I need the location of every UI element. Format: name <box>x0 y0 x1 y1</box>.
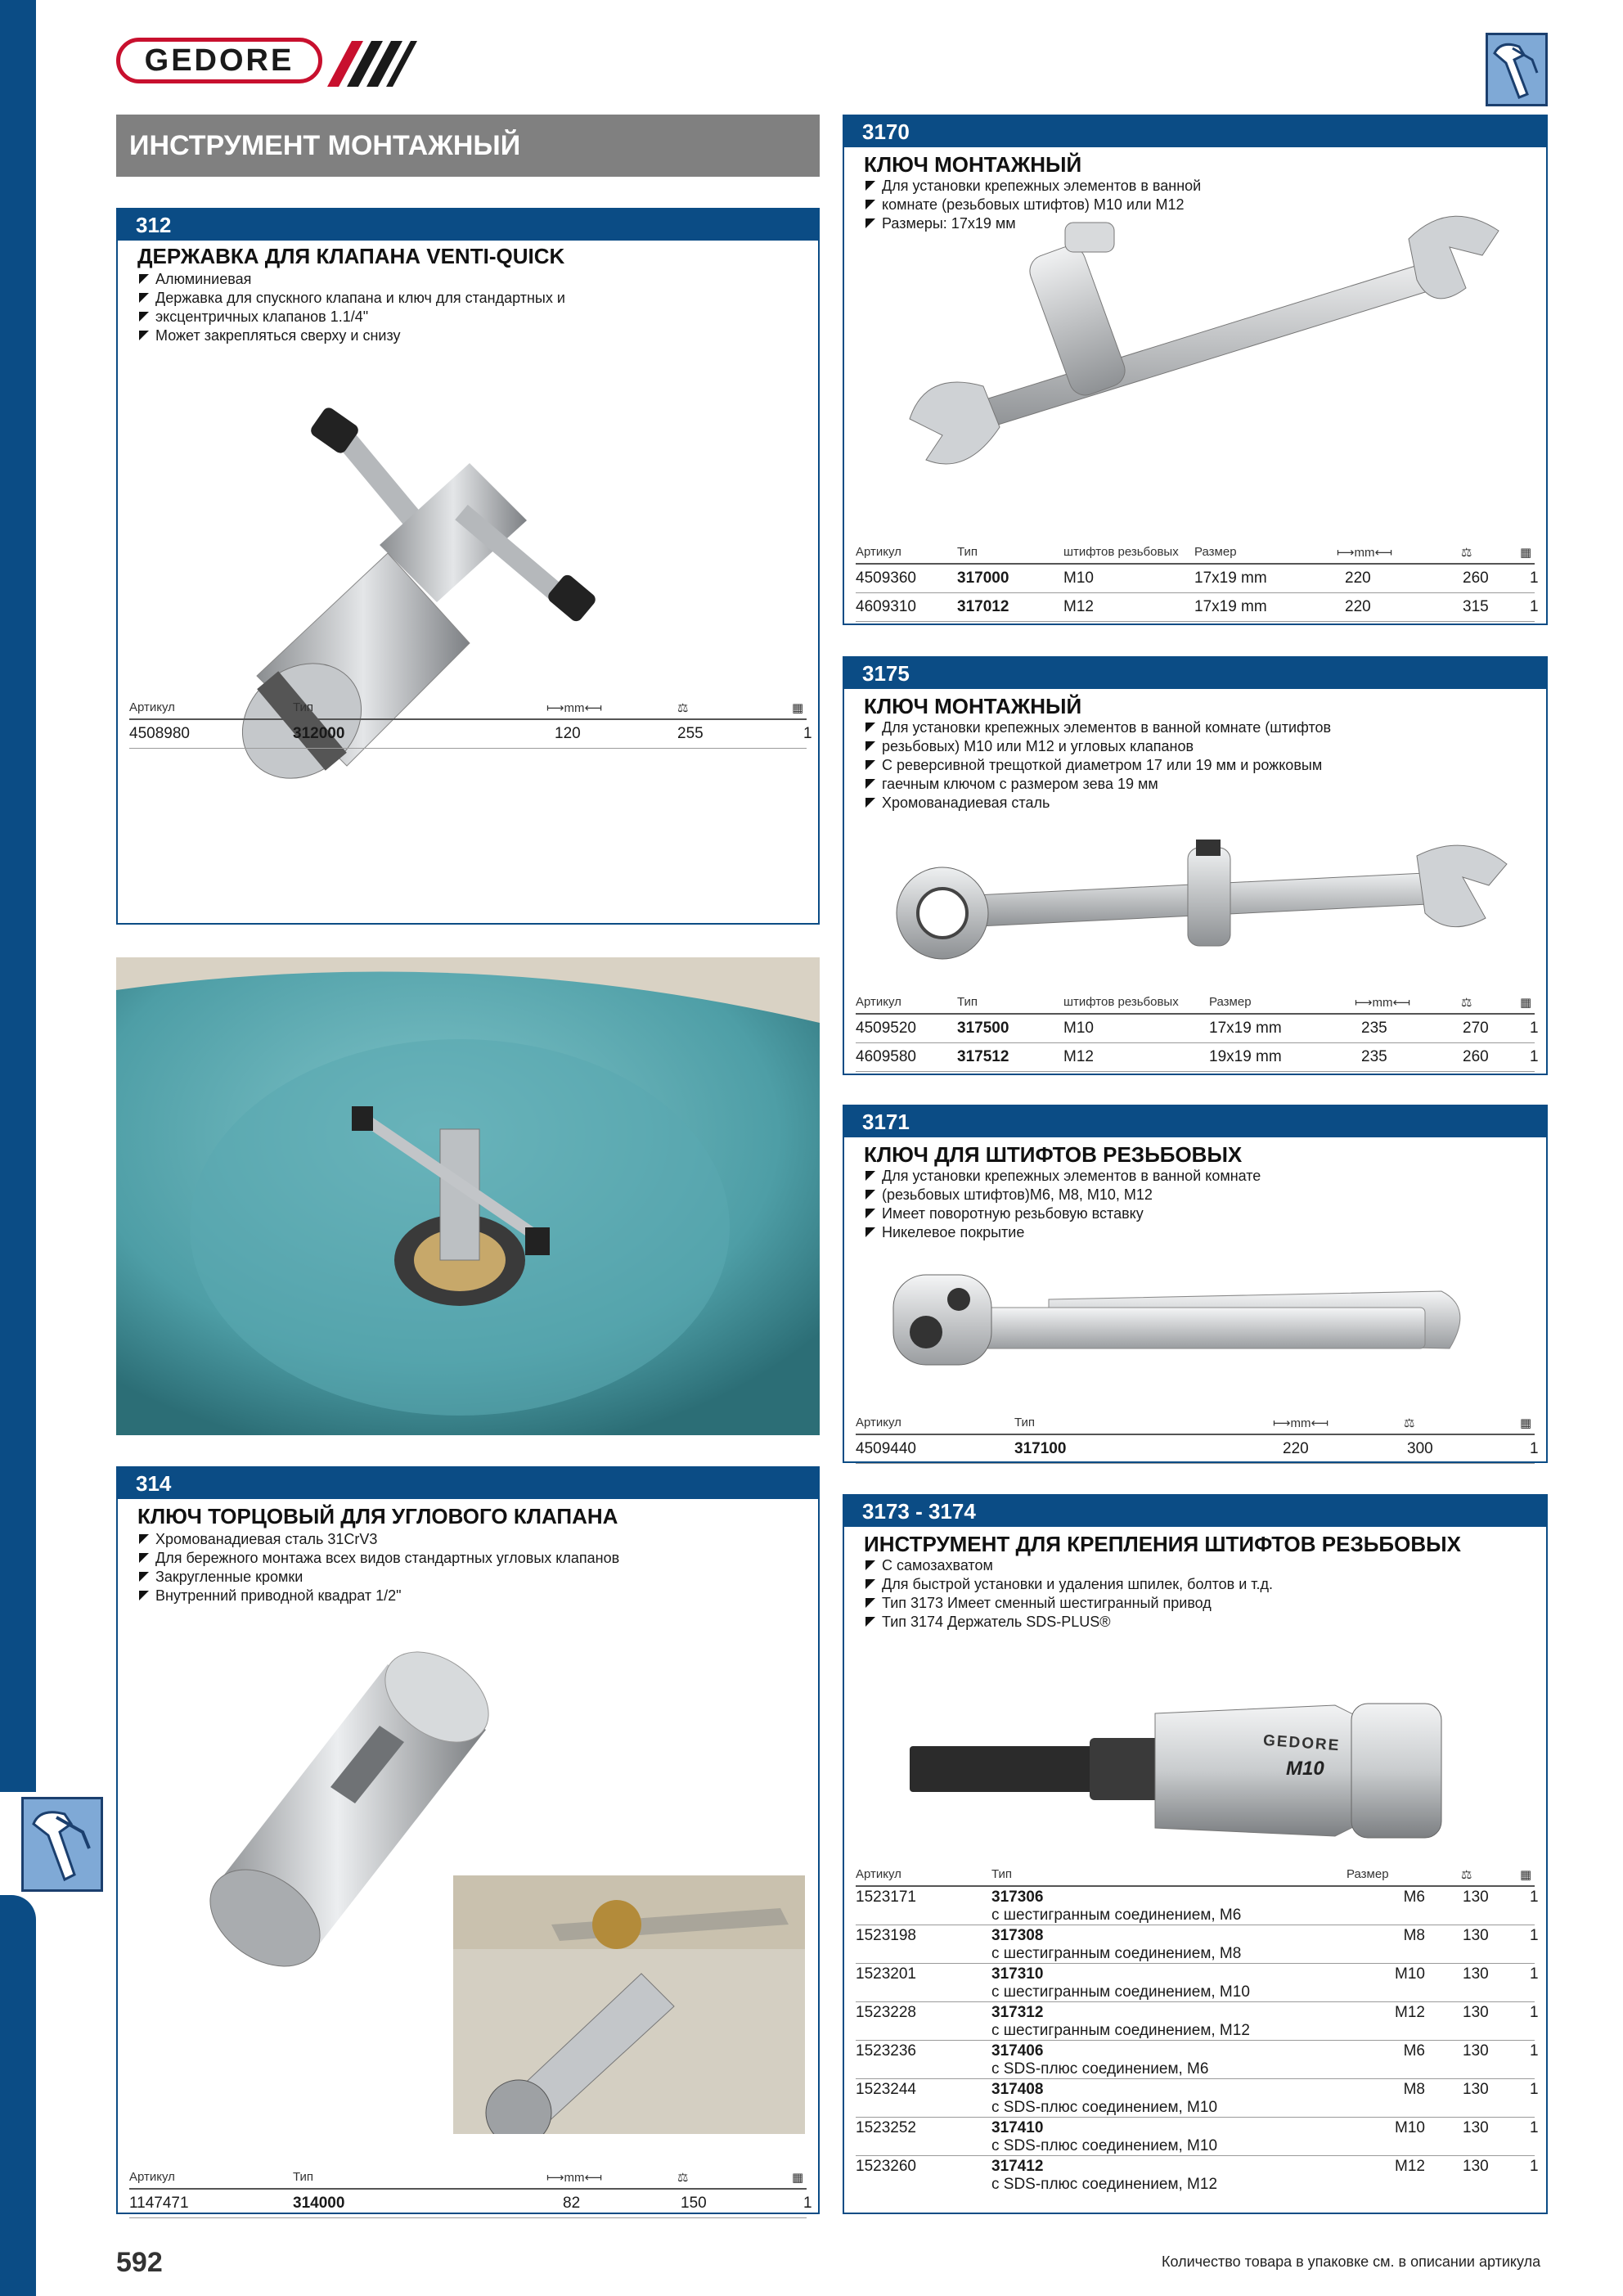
cell-description: с SDS-плюс соединением, M10 <box>991 2137 1218 2154</box>
cell-pack: 1 <box>803 2195 812 2212</box>
cell-thread: M12 <box>1063 1048 1094 1065</box>
product-title: КЛЮЧ МОНТАЖНЫЙ <box>864 694 1082 718</box>
cell-type: 312000 <box>293 725 345 742</box>
col-thread: штифтов резьбовых <box>1063 545 1179 559</box>
col-type: Тип <box>957 545 978 559</box>
product-table <box>856 545 1539 622</box>
feature-list <box>137 1530 619 1605</box>
product-title: КЛЮЧ ТОРЦОВЫЙ ДЛЯ УГЛОВОГО КЛАПАНА <box>137 1504 618 1528</box>
pack-icon: ▦ <box>1520 1416 1532 1430</box>
cell-length: 82 <box>563 2195 581 2212</box>
product-panel-312 <box>116 208 820 925</box>
col-size: Размер <box>1347 1867 1389 1881</box>
product-number: 3170 <box>844 116 1546 147</box>
cell-pack: 1 <box>1530 1048 1539 1065</box>
cell-article: 1523236 <box>856 2042 916 2060</box>
cell-article: 4609580 <box>856 1048 916 1065</box>
pipe-wrench-icon <box>21 1797 103 1892</box>
cell-type: 314000 <box>293 2195 345 2212</box>
cell-article: 1523260 <box>856 2158 916 2175</box>
cell-weight: 260 <box>1463 569 1489 587</box>
feature-item: гаечным ключом с размером зева 19 мм <box>864 775 1331 794</box>
product-number: 3171 <box>844 1106 1546 1137</box>
col-article: Артикул <box>856 1416 901 1429</box>
cell-type: 317412 <box>991 2158 1044 2175</box>
cell-pack: 1 <box>1530 598 1539 615</box>
pack-icon: ▦ <box>1520 996 1532 1010</box>
table-row <box>856 1964 1539 2002</box>
cell-size: 17x19 mm <box>1209 1020 1282 1037</box>
product-table <box>129 2170 812 2218</box>
cell-type: 317500 <box>957 1020 1009 1037</box>
cell-article: 4509360 <box>856 569 916 587</box>
table-row <box>856 2002 1539 2041</box>
col-article: Артикул <box>129 2170 175 2184</box>
feature-item: Для быстрой установки и удаления шпилек, болтов и т.д. <box>864 1575 1273 1594</box>
weight-icon: ⚖ <box>1404 1416 1415 1430</box>
table-row <box>856 2041 1539 2079</box>
table-row <box>856 1435 1539 1464</box>
cell-type: 317408 <box>991 2081 1044 2098</box>
pack-icon: ▦ <box>792 701 804 715</box>
product-number: 3173 - 3174 <box>844 1496 1546 1527</box>
cell-article: 1147471 <box>129 2195 189 2212</box>
cell-weight: 130 <box>1463 2081 1489 2098</box>
cell-type: 317410 <box>991 2119 1044 2136</box>
cell-type: 317310 <box>991 1965 1044 1983</box>
table-header <box>856 1416 1535 1435</box>
table-row <box>856 2079 1539 2118</box>
feature-item: комнате (резьбовых штифтов) M10 или M12 <box>864 196 1201 214</box>
feature-item: Может закрепляться сверху и снизу <box>137 326 565 345</box>
cell-description: с шестигранным соединением, M6 <box>991 1907 1242 1924</box>
cell-pack: 1 <box>1530 1020 1539 1037</box>
cell-weight: 130 <box>1463 1965 1489 1983</box>
cell-article: 4508980 <box>129 725 190 742</box>
feature-item: Для установки крепежных элементов в ванной <box>864 177 1201 196</box>
cell-article: 1523201 <box>856 1965 916 1983</box>
product-panel-314 <box>116 1466 820 2214</box>
cell-article: 4609310 <box>856 598 916 615</box>
cell-description: с шестигранным соединением, M12 <box>991 2022 1250 2039</box>
feature-item: Для бережного монтажа всех видов стандартных угловых клапанов <box>137 1549 619 1568</box>
cell-length: 120 <box>555 725 581 742</box>
feature-item: С реверсивной трещоткой диаметром 17 или 19 мм и рожковым <box>864 756 1331 775</box>
product-table <box>129 700 812 749</box>
pack-icon: ▦ <box>1520 546 1532 560</box>
feature-item: (резьбовых штифтов)M6, M8, M10, M12 <box>864 1186 1261 1204</box>
feature-item: эксцентричных клапанов 1.1/4" <box>137 308 565 326</box>
cell-pack: 1 <box>1530 2081 1539 2098</box>
table-row <box>856 1887 1539 1925</box>
cell-description: с SDS-плюс соединением, M10 <box>991 2099 1218 2116</box>
cell-weight: 130 <box>1463 1927 1489 1944</box>
cell-type: 317406 <box>991 2042 1044 2060</box>
cell-article: 1523244 <box>856 2081 916 2098</box>
angle-valve-socket-photo <box>183 1640 494 2016</box>
product-table <box>856 1867 1539 2194</box>
socket-size-mark: M10 <box>1286 1758 1324 1780</box>
cell-size: 19x19 mm <box>1209 1048 1282 1065</box>
product-number: 3175 <box>844 658 1546 689</box>
feature-list <box>864 718 1331 813</box>
cell-weight: 260 <box>1463 1048 1489 1065</box>
feature-item: Державка для спускного клапана и ключ для стандартных и <box>137 289 565 308</box>
weight-icon: ⚖ <box>1461 996 1472 1010</box>
feature-item: Тип 3173 Имеет сменный шестигранный привод <box>864 1594 1273 1613</box>
cell-type: 317306 <box>991 1889 1044 1906</box>
feature-item: Для установки крепежных элементов в ванной комнате (штифтов <box>864 718 1331 737</box>
product-panel-3170 <box>843 115 1548 625</box>
col-size: Размер <box>1194 545 1237 559</box>
cell-weight: 130 <box>1463 2042 1489 2060</box>
cell-pack: 1 <box>1530 2119 1539 2136</box>
table-row <box>129 2190 812 2218</box>
weight-icon: ⚖ <box>677 701 689 715</box>
cell-size: M8 <box>1403 2081 1425 2098</box>
table-row <box>856 1925 1539 1964</box>
cell-article: 1523228 <box>856 2004 916 2021</box>
installation-photo <box>453 1875 805 2134</box>
cell-weight: 150 <box>681 2195 707 2212</box>
feature-list <box>864 1556 1273 1632</box>
cell-pack: 1 <box>1530 1440 1539 1457</box>
col-type: Тип <box>957 995 978 1009</box>
feature-item: резьбовых) M10 или M12 и угловых клапанов <box>864 737 1331 756</box>
feature-item: Никелевое покрытие <box>864 1223 1261 1242</box>
stud-wrench-photo <box>885 1258 1474 1381</box>
section-title: ИНСТРУМЕНТ МОНТАЖНЫЙ <box>116 115 820 177</box>
cell-size: M6 <box>1403 1889 1425 1906</box>
table-header <box>856 1867 1535 1887</box>
sink-photo <box>116 957 820 1435</box>
valve-holder-photo <box>224 398 715 823</box>
cell-description: с шестигранным соединением, M8 <box>991 1945 1242 1962</box>
col-thread: штифтов резьбовых <box>1063 995 1179 1009</box>
col-size: Размер <box>1209 995 1252 1009</box>
cell-article: 1523252 <box>856 2119 916 2136</box>
cell-type: 317012 <box>957 598 1009 615</box>
cell-pack: 1 <box>1530 1927 1539 1944</box>
pipe-wrench-icon <box>1486 33 1548 106</box>
cell-length: 220 <box>1345 598 1371 615</box>
product-number: 312 <box>118 209 818 241</box>
cell-description: с SDS-плюс соединением, M12 <box>991 2176 1218 2193</box>
side-tab <box>0 0 36 1792</box>
table-row <box>856 593 1539 622</box>
mounting-wrench-photo <box>877 206 1515 484</box>
cell-article: 1523171 <box>856 1889 916 1906</box>
cell-weight: 300 <box>1407 1440 1433 1457</box>
cell-length: 235 <box>1361 1020 1387 1037</box>
cell-length: 220 <box>1283 1440 1309 1457</box>
cell-weight: 130 <box>1463 1889 1489 1906</box>
table-header <box>129 700 807 720</box>
product-panel-3173-3174 <box>843 1494 1548 2214</box>
feature-list <box>137 270 565 345</box>
stud-setter-photo <box>910 1681 1466 1844</box>
product-title: ДЕРЖАВКА ДЛЯ КЛАПАНА VENTI-QUICK <box>137 244 565 268</box>
table-row <box>129 720 812 749</box>
feature-item: Алюминиевая <box>137 270 565 289</box>
cell-type: 317512 <box>957 1048 1009 1065</box>
length-icon: ⟼mm⟻ <box>1273 1416 1329 1430</box>
cell-description: с SDS-плюс соединением, M6 <box>991 2060 1209 2078</box>
cell-pack: 1 <box>1530 2004 1539 2021</box>
cell-pack: 1 <box>803 725 812 742</box>
cell-type: 317000 <box>957 569 1009 587</box>
cell-thread: M10 <box>1063 1020 1094 1037</box>
cell-size: M12 <box>1395 2158 1425 2175</box>
feature-item: Хромованадиевая сталь <box>864 794 1331 813</box>
ratchet-wrench-photo <box>877 840 1515 970</box>
product-number: 314 <box>118 1468 818 1499</box>
product-title: ИНСТРУМЕНТ ДЛЯ КРЕПЛЕНИЯ ШТИФТОВ РЕЗЬБОВЫХ <box>864 1532 1461 1556</box>
table-row <box>856 1015 1539 1043</box>
col-article: Артикул <box>129 700 175 714</box>
feature-item: Закругленные кромки <box>137 1568 619 1587</box>
col-article: Артикул <box>856 1867 901 1881</box>
cell-length: 235 <box>1361 1048 1387 1065</box>
page-number: 592 <box>116 2247 163 2278</box>
length-icon: ⟼mm⟻ <box>1355 996 1410 1010</box>
cell-size: M12 <box>1395 2004 1425 2021</box>
feature-item: Хромованадиевая сталь 31CrV3 <box>137 1530 619 1549</box>
cell-size: M10 <box>1395 1965 1425 1983</box>
cell-pack: 1 <box>1530 2158 1539 2175</box>
cell-article: 4509440 <box>856 1440 916 1457</box>
table-header <box>129 2170 807 2190</box>
cell-weight: 130 <box>1463 2158 1489 2175</box>
cell-pack: 1 <box>1530 2042 1539 2060</box>
cell-type: 317312 <box>991 2004 1044 2021</box>
cell-type: 317100 <box>1014 1440 1067 1457</box>
col-type: Тип <box>1014 1416 1036 1429</box>
cell-length: 220 <box>1345 569 1371 587</box>
logo-stripes-icon <box>327 41 417 87</box>
table-row <box>856 1043 1539 1072</box>
weight-icon: ⚖ <box>677 2171 689 2185</box>
cell-weight: 130 <box>1463 2004 1489 2021</box>
table-header <box>856 995 1535 1015</box>
feature-item: Для установки крепежных элементов в ванной комнате <box>864 1167 1261 1186</box>
product-table <box>856 995 1539 1072</box>
side-tab-lower <box>0 1895 36 2296</box>
cell-weight: 270 <box>1463 1020 1489 1037</box>
pack-icon: ▦ <box>792 2171 804 2185</box>
table-row <box>856 565 1539 593</box>
weight-icon: ⚖ <box>1461 546 1472 560</box>
feature-item: Внутренний приводной квадрат 1/2" <box>137 1587 619 1605</box>
feature-item: Имеет поворотную резьбовую вставку <box>864 1204 1261 1223</box>
cell-pack: 1 <box>1530 1965 1539 1983</box>
cell-description: с шестигранным соединением, M10 <box>991 1983 1250 2001</box>
col-article: Артикул <box>856 545 901 559</box>
product-panel-3175 <box>843 656 1548 1075</box>
cell-weight: 315 <box>1463 598 1489 615</box>
cell-type: 317308 <box>991 1927 1044 1944</box>
product-table <box>856 1416 1539 1464</box>
cell-article: 1523198 <box>856 1927 916 1944</box>
cell-pack: 1 <box>1530 1889 1539 1906</box>
cell-size: M8 <box>1403 1927 1425 1944</box>
table-row <box>856 2118 1539 2156</box>
product-panel-3171 <box>843 1105 1548 1463</box>
col-type: Тип <box>293 2170 314 2184</box>
feature-list <box>864 1167 1261 1242</box>
cell-pack: 1 <box>1530 569 1539 587</box>
feature-item: С самозахватом <box>864 1556 1273 1575</box>
feature-item: Тип 3174 Держатель SDS-PLUS® <box>864 1613 1273 1632</box>
gedore-logo: GEDORE <box>116 38 322 83</box>
product-title: КЛЮЧ ДЛЯ ШТИФТОВ РЕЗЬБОВЫХ <box>864 1142 1243 1167</box>
cell-size: 17x19 mm <box>1194 598 1267 615</box>
cell-size: 17x19 mm <box>1194 569 1267 587</box>
col-type: Тип <box>991 1867 1013 1881</box>
feature-item: Размеры: 17x19 мм <box>864 214 1201 233</box>
length-icon: ⟼mm⟻ <box>1337 546 1392 560</box>
table-row <box>856 2156 1539 2194</box>
table-header <box>856 545 1535 565</box>
cell-thread: M10 <box>1063 569 1094 587</box>
cell-size: M10 <box>1395 2119 1425 2136</box>
footer-note: Количество товара в упаковке см. в описании артикула <box>1162 2253 1541 2270</box>
socket-brand-mark: GEDORE <box>1262 1731 1342 1755</box>
product-title: КЛЮЧ МОНТАЖНЫЙ <box>864 152 1082 177</box>
cell-weight: 255 <box>677 725 704 742</box>
cell-thread: M12 <box>1063 598 1094 615</box>
weight-icon: ⚖ <box>1461 1868 1472 1882</box>
cell-size: M6 <box>1403 2042 1425 2060</box>
col-article: Артикул <box>856 995 901 1009</box>
cell-article: 4509520 <box>856 1020 916 1037</box>
length-icon: ⟼mm⟻ <box>546 701 602 715</box>
length-icon: ⟼mm⟻ <box>546 2171 602 2185</box>
cell-weight: 130 <box>1463 2119 1489 2136</box>
col-type: Тип <box>293 700 314 714</box>
pack-icon: ▦ <box>1520 1868 1532 1882</box>
